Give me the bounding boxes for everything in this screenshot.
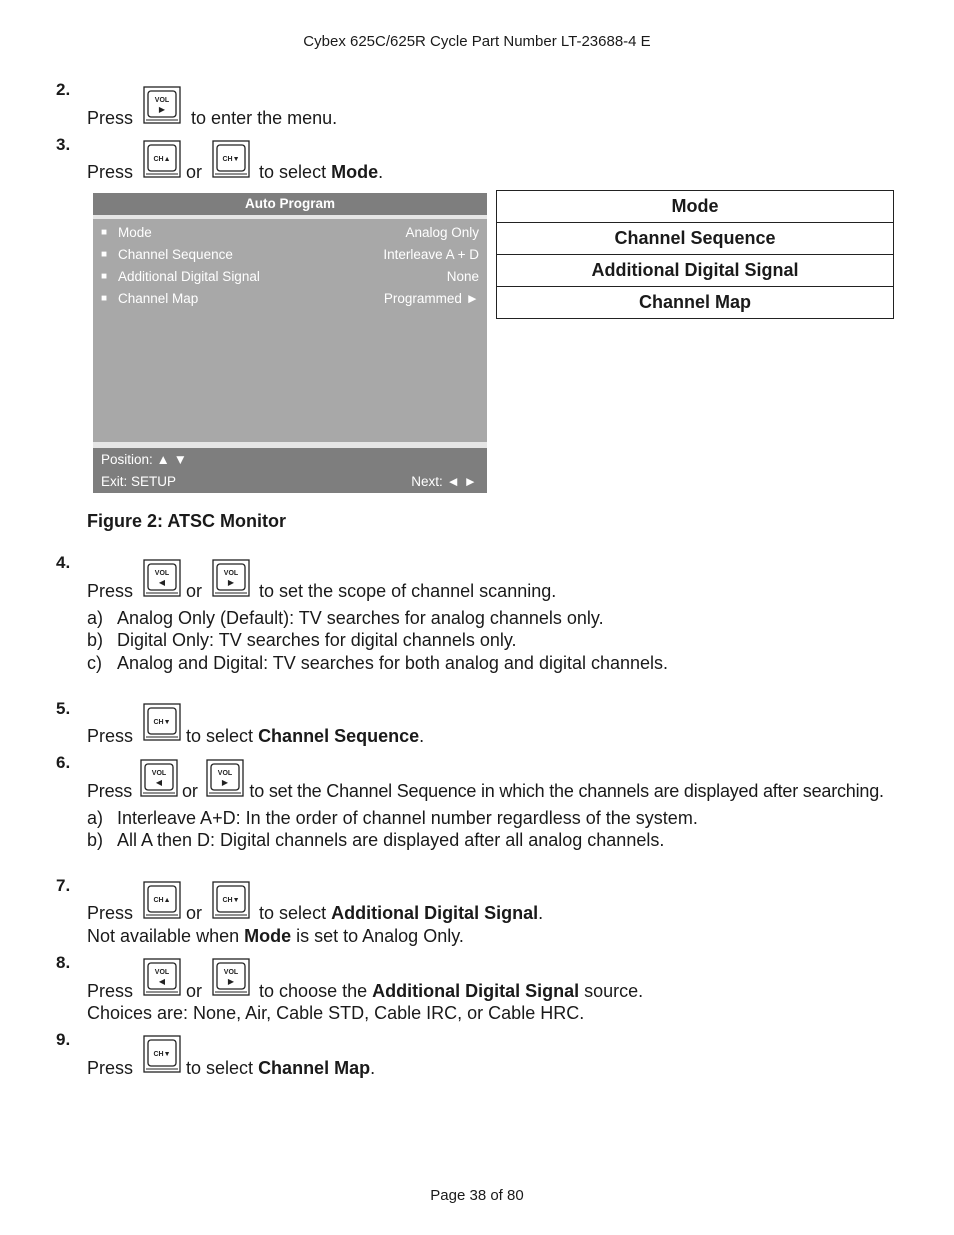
additional-digital-signal-term: Additional Digital Signal — [331, 903, 539, 923]
row-label: Mode — [118, 225, 152, 240]
ch-up-button-icon — [143, 140, 181, 178]
left-arrow-icon: ◀ — [158, 578, 166, 587]
bullet-icon: ■ — [101, 249, 108, 260]
press-label: Press — [87, 726, 134, 746]
step-text — [87, 726, 424, 747]
vol-left-button-icon — [143, 958, 181, 996]
or-label: or — [186, 162, 203, 182]
vol-label: VOL — [154, 570, 170, 577]
ch-down-label: CH▼ — [222, 897, 240, 904]
step-instruction: to select — [181, 726, 259, 746]
table-cell: Additional Digital Signal — [497, 255, 893, 287]
screen-row-channel-map — [93, 289, 487, 309]
or-label: or — [186, 903, 203, 923]
press-label: Press — [87, 781, 133, 801]
list-text: Analog and Digital: TV searches for both analog and digital channels. — [117, 653, 669, 673]
right-arrow-icon: ▶ — [158, 105, 166, 114]
step-text — [87, 1058, 375, 1079]
mode-term: Mode — [331, 162, 379, 182]
step-instruction: to select — [181, 1058, 259, 1078]
press-label: Press — [87, 981, 134, 1001]
table-cell: Mode — [497, 191, 893, 223]
step-number: 7. — [56, 876, 71, 895]
vol-label: VOL — [223, 570, 239, 577]
punct: . — [419, 726, 425, 746]
list-letter: b) — [87, 630, 104, 650]
next-hint: Next: ◄ ► — [411, 474, 477, 489]
ch-down-button-icon — [212, 881, 250, 919]
screen-row-additional-digital-signal — [93, 267, 487, 287]
list-letter: b) — [87, 830, 104, 850]
list-text: All A then D: Digital channels are displayed after all analog channels. — [117, 830, 665, 850]
press-label: Press — [87, 1058, 134, 1078]
vol-right-button-icon — [143, 86, 181, 124]
punct: . — [370, 1058, 376, 1078]
vol-label: VOL — [154, 969, 170, 976]
screen-row-channel-sequence — [93, 245, 487, 265]
press-label: Press — [87, 581, 134, 601]
ch-down-button-icon — [143, 1035, 181, 1073]
step-number: 8. — [56, 953, 71, 972]
left-arrow-icon: ◀ — [155, 778, 163, 787]
step-note: Choices are: None, Air, Cable STD, Cable IRC, or Cable HRC. — [87, 1003, 585, 1023]
list-text: Analog Only (Default): TV searches for analog channels only. — [117, 608, 604, 628]
vol-right-button-icon — [212, 559, 250, 597]
step-instruction: to set the Channel Sequence in which the channels are displayed after searching. — [244, 781, 884, 801]
press-label: Press — [87, 903, 134, 923]
bullet-icon: ■ — [101, 227, 108, 238]
row-label: Additional Digital Signal — [118, 269, 260, 284]
channel-sequence-term: Channel Sequence — [258, 726, 420, 746]
ch-up-button-icon — [143, 881, 181, 919]
or-label: or — [186, 981, 203, 1001]
additional-digital-signal-term: Additional Digital Signal — [372, 981, 580, 1001]
ch-down-button-icon — [143, 703, 181, 741]
figure-caption: Figure 2: ATSC Monitor — [87, 511, 286, 531]
vol-label: VOL — [217, 770, 233, 777]
list-letter: c) — [87, 653, 102, 673]
screen-row-mode — [93, 223, 487, 243]
channel-map-term: Channel Map — [258, 1058, 371, 1078]
right-arrow-icon: ▶ — [227, 578, 235, 587]
position-hint: Position: ▲ ▼ — [101, 452, 188, 467]
exit-hint: Exit: SETUP — [101, 474, 177, 489]
step-instruction: to choose the — [254, 981, 373, 1001]
step-text — [87, 108, 337, 129]
vol-right-button-icon — [206, 759, 244, 797]
step-number: 5. — [56, 699, 71, 718]
table-cell: Channel Map — [638, 292, 751, 312]
row-label: Channel Sequence — [118, 247, 233, 262]
step-instruction: to select — [254, 162, 332, 182]
step-number: 3. — [56, 135, 71, 154]
ch-up-label: CH▲ — [153, 156, 171, 163]
right-arrow-icon: ▶ — [227, 977, 235, 986]
step-instruction: source. — [579, 981, 644, 1001]
ch-down-label: CH▼ — [222, 156, 240, 163]
punct: . — [378, 162, 384, 182]
row-value: Analog Only — [405, 225, 479, 240]
step-number: 2. — [56, 80, 71, 99]
note-text: Not available when — [87, 926, 245, 946]
list-letter: a) — [87, 608, 104, 628]
row-value: Programmed ► — [383, 291, 479, 306]
table-cell: Channel Sequence — [497, 223, 893, 255]
divider — [93, 215, 487, 219]
ch-down-button-icon — [212, 140, 250, 178]
vol-label: VOL — [223, 969, 239, 976]
row-value: Interleave A + D — [383, 247, 479, 262]
press-label: Press — [87, 162, 134, 182]
page-footer: Page 38 of 80 — [430, 1187, 524, 1204]
step-instruction: to set the scope of channel scanning. — [254, 581, 557, 601]
right-arrow-icon: ▶ — [221, 778, 229, 787]
press-label: Press — [87, 108, 134, 128]
screen-footer — [93, 448, 487, 493]
note-text: is set to Analog Only. — [291, 926, 464, 946]
page-header: Cybex 625C/625R Cycle Part Number LT-23688-4 E — [303, 33, 651, 50]
vol-left-button-icon — [140, 759, 178, 797]
ch-down-label: CH▼ — [153, 719, 171, 726]
step-instruction: to enter the menu. — [186, 108, 338, 128]
screen-title: Auto Program — [93, 193, 487, 215]
step-number: 9. — [56, 1030, 71, 1049]
punct: . — [538, 903, 544, 923]
row-value: None — [446, 269, 479, 284]
or-label: or — [182, 781, 198, 801]
step-number: 4. — [56, 553, 71, 572]
or-label: or — [186, 581, 203, 601]
vol-label: VOL — [151, 770, 167, 777]
step-number: 6. — [56, 753, 71, 772]
vol-right-button-icon — [212, 958, 250, 996]
list-text: Digital Only: TV searches for digital channels only. — [117, 630, 517, 650]
step-note — [87, 926, 464, 947]
vol-label: VOL — [154, 97, 170, 104]
row-label: Channel Map — [118, 291, 199, 306]
ch-up-label: CH▲ — [153, 897, 171, 904]
mode-term: Mode — [244, 926, 292, 946]
step-instruction: to select — [254, 903, 332, 923]
ch-down-label: CH▼ — [153, 1051, 171, 1058]
left-arrow-icon: ◀ — [158, 977, 166, 986]
vol-left-button-icon — [143, 559, 181, 597]
list-letter: a) — [87, 808, 104, 828]
list-text: Interleave A+D: In the order of channel number regardless of the system. — [117, 808, 698, 828]
bullet-icon: ■ — [101, 271, 108, 282]
settings-table — [496, 190, 894, 319]
atsc-monitor-screen — [93, 193, 487, 493]
bullet-icon: ■ — [101, 293, 108, 304]
